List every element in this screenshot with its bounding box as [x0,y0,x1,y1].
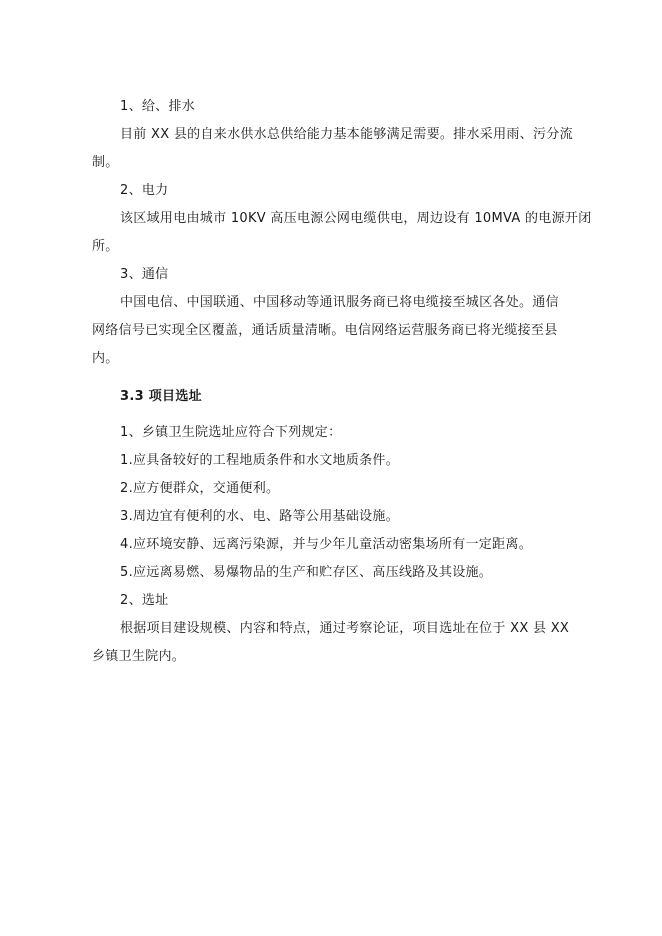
site-rule-item: 1.应具备较好的工程地质条件和水文地质条件。 [120,453,400,468]
telecom-paragraph-line-1: 中国电信、中国联通、中国移动等通讯服务商已将电缆接至城区各处。通信 [120,295,559,310]
site-rules-heading: 1、乡镇卫生院选址应符合下列规定： [120,425,342,440]
power-paragraph-line-2: 所。 [92,239,119,254]
heading-water-supply-drainage: 1、给、排水 [120,99,196,114]
heading-telecom: 3、通信 [120,267,169,282]
site-selection-heading: 2、选址 [120,593,169,608]
site-selection-line-2: 乡镇卫生院内。 [92,649,186,664]
telecom-paragraph-line-3: 内。 [92,351,119,366]
site-rule-item: 2.应方便群众，交通便利。 [120,481,280,496]
water-paragraph-line-2: 制。 [92,155,119,170]
heading-power: 2、电力 [120,183,169,198]
site-rule-item: 5.应远离易燃、易爆物品的生产和贮存区、高压线路及其设施。 [120,565,493,580]
water-paragraph-line-1: 目前 XX 县的自来水供水总供给能力基本能够满足需要。排水采用雨、污分流 [120,127,573,142]
telecom-paragraph-line-2: 网络信号已实现全区覆盖，通话质量清晰。电信网络运营服务商已将光缆接至县 [92,323,558,338]
site-rule-item: 4.应环境安静、远离污染源，并与少年儿童活动密集场所有一定距离。 [120,537,533,552]
section-title-site-selection: 3.3 项目选址 [120,389,202,404]
site-rule-item: 3.周边宜有便利的水、电、路等公用基础设施。 [120,509,400,524]
site-selection-line-1: 根据项目建设规模、内容和特点，通过考察论证，项目选址在位于 XX 县 XX [120,621,570,636]
power-paragraph-line-1: 该区域用电由城市 10KV 高压电源公网电缆供电，周边设有 10MVA 的电源开闭 [120,211,592,226]
